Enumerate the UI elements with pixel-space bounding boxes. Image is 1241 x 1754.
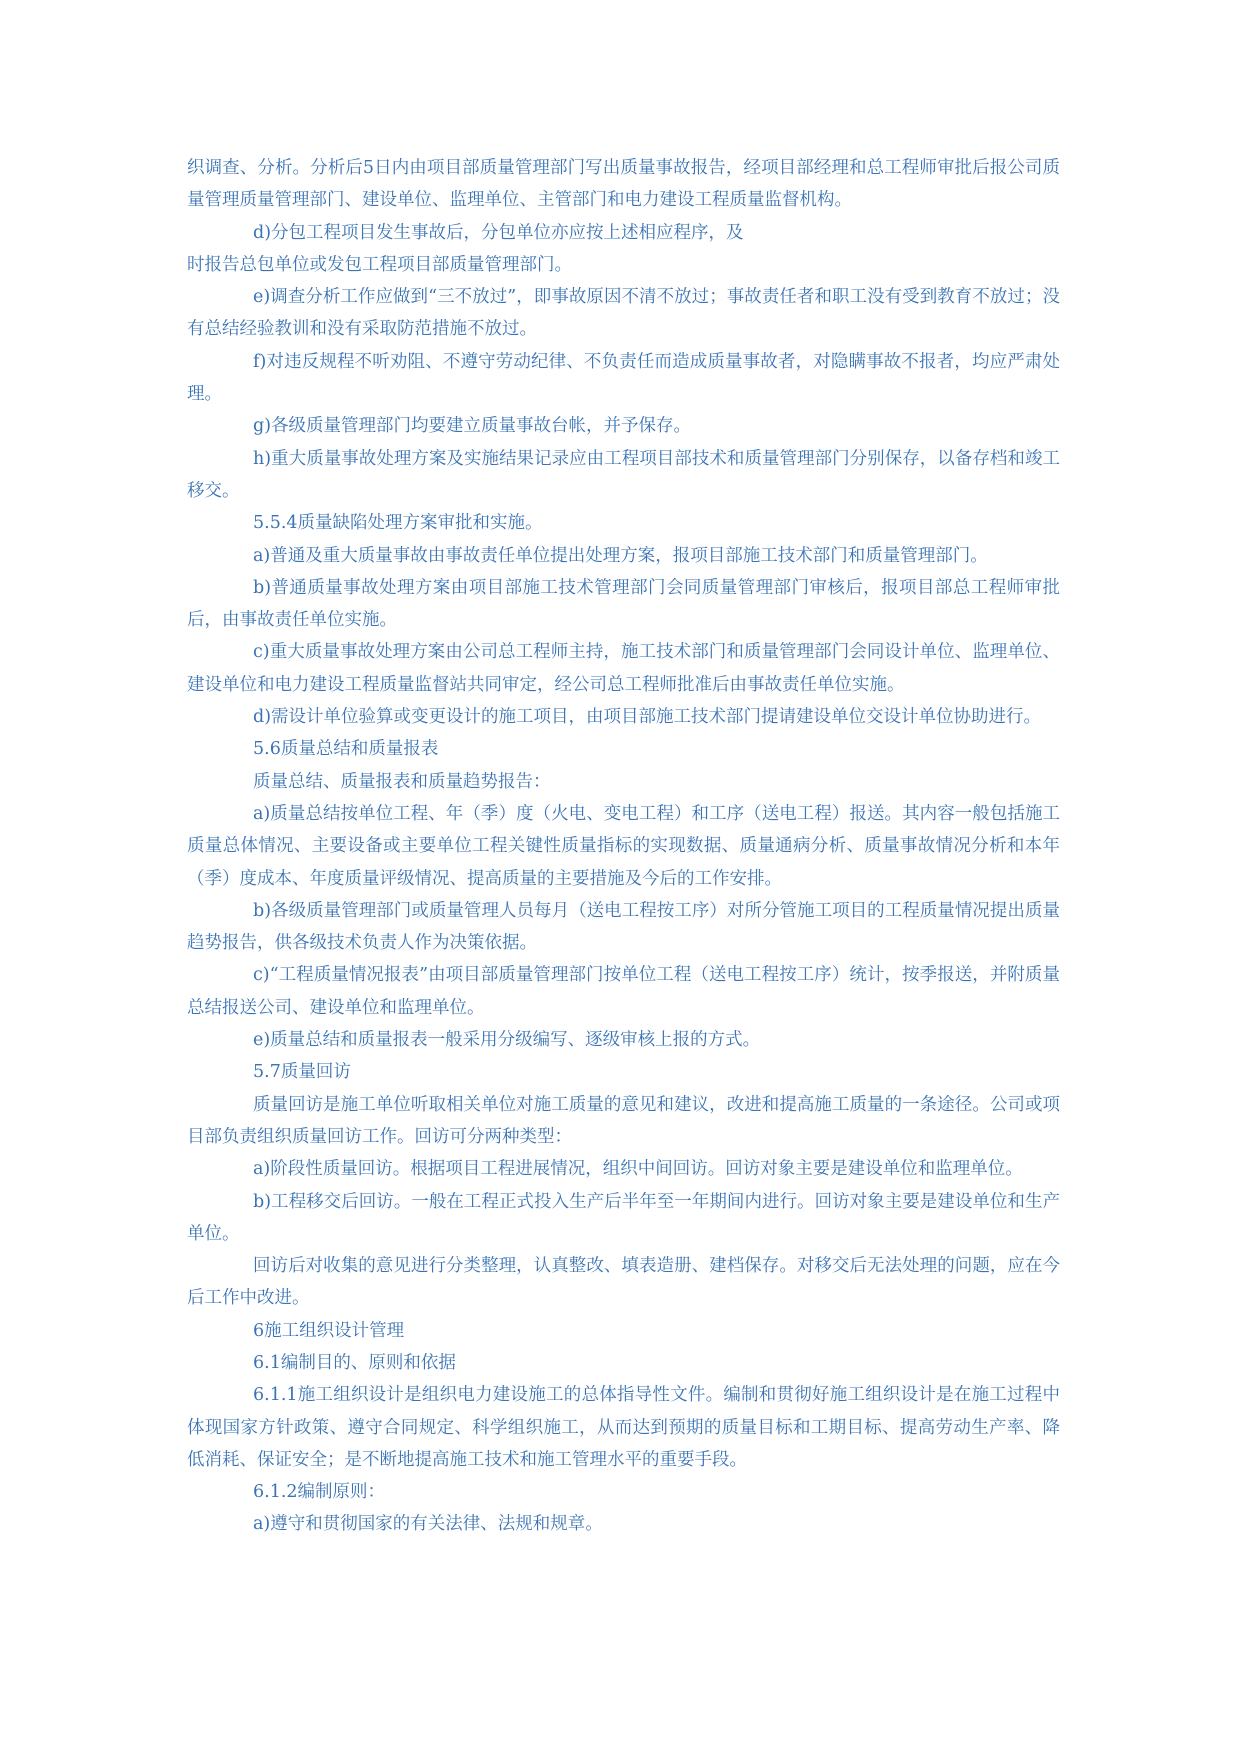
paragraph: d)需设计单位验算或变更设计的施工项目，由项目部施工技术部门提请建设单位交设计单位协助进行。 [253, 707, 1042, 728]
section-heading: 6.1编制目的、原则和依据 [253, 1352, 456, 1373]
paragraph: d)分包工程项目发生事故后，分包单位亦应按上述相应程序，及 [253, 222, 744, 243]
paragraph: 6.1.1施工组织设计是组织电力建设施工的总体指导性文件。编制和贯彻好施工组织设计是在施工过程中体现国家方针政策、遵守合同规定、科学组织施工，从而达到预期的质量目标和工期目标、提高劳动生产率、降低消耗、保证安全；是不断地提高施工技术和施工管理水平的重要手段。 [187, 1385, 1060, 1470]
paragraph: c)“工程质量情况报表”由项目部质量管理部门按单位工程（送电工程按工序）统计，按季报送，并附质量总结报送公司、建设单位和监理单位。 [187, 965, 1060, 1018]
section-heading: 5.5.4质量缺陷处理方案审批和实施。 [253, 513, 543, 534]
paragraph: 质量总结、质量报表和质量趋势报告： [253, 771, 551, 792]
paragraph: 回访后对收集的意见进行分类整理，认真整改、填表造册、建档保存。对移交后无法处理的问题，应在今后工作中改进。 [187, 1256, 1060, 1309]
section-heading: 6.1.2编制原则： [253, 1482, 386, 1503]
paragraph: a)普通及重大质量事故由事故责任单位提出处理方案，报项目部施工技术部门和质量管理部门。 [253, 545, 988, 566]
paragraph: a)质量总结按单位工程、年（季）度（火电、变电工程）和工序（送电工程）报送。其内容一般包括施工质量总体情况、主要设备或主要单位工程关键性质量指标的实现数据、质量通病分析、质量事故情况分析和本年（季）度成本、年度质量评级情况、提高质量的主要措施及今后的工作安排。 [187, 803, 1060, 889]
paragraph: a)遵守和贯彻国家的有关法律、法规和规章。 [253, 1514, 603, 1535]
paragraph: b)普通质量事故处理方案由项目部施工技术管理部门会同质量管理部门审核后，报项目部总工程师审批后，由事故责任单位实施。 [187, 577, 1060, 631]
paragraph: 织调查、分析。分析后5日内由项目部质量管理部门写出质量事故报告，经项目部经理和总工程师审批后报公司质量管理质量管理部门、建设单位、监理单位、主管部门和电力建设工程质量监督机构。 [187, 158, 1060, 211]
paragraph: e)调查分析工作应做到“三不放过”，即事故原因不清不放过；事故责任者和职工没有受到教育不放过；没有总结经验教训和没有采取防范措施不放过。 [187, 287, 1060, 340]
paragraph: b)工程移交后回访。一般在工程正式投入生产后半年至一年期间内进行。回访对象主要是建设单位和生产单位。 [187, 1191, 1060, 1244]
paragraph: 时报告总包单位或发包工程项目部质量管理部门。 [187, 254, 572, 275]
paragraph: h)重大质量事故处理方案及实施结果记录应由工程项目部技术和质量管理部门分别保存，以备存档和竣工移交。 [187, 448, 1060, 501]
paragraph: g)各级质量管理部门均要建立质量事故台帐，并予保存。 [253, 416, 692, 437]
section-heading: 6施工组织设计管理 [253, 1320, 405, 1341]
paragraph: a)阶段性质量回访。根据项目工程进展情况，组织中间回访。回访对象主要是建设单位和监理单位。 [253, 1159, 1023, 1180]
paragraph: 质量回访是施工单位听取相关单位对施工质量的意见和建议，改进和提高施工质量的一条途径。公司或项目部负责组织质量回访工作。回访可分两种类型： [187, 1094, 1060, 1147]
paragraph: c)重大质量事故处理方案由公司总工程师主持，施工技术部门和质量管理部门会同设计单位、监理单位、建设单位和电力建设工程质量监督站共同审定，经公司总工程师批准后由事故责任单位实施。 [187, 642, 1060, 695]
document-body [187, 152, 1060, 1541]
section-heading: 5.6质量总结和质量报表 [253, 739, 439, 760]
paragraph: b)各级质量管理部门或质量管理人员每月（送电工程按工序）对所分管施工项目的工程质量情况提出质量趋势报告，供各级技术负责人作为决策依据。 [187, 900, 1060, 954]
section-heading: 5.7质量回访 [253, 1062, 351, 1083]
paragraph: f)对违反规程不听劝阻、不遵守劳动纪律、不负责任而造成质量事故者，对隐瞒事故不报者，均应严肃处理。 [187, 351, 1060, 405]
paragraph: e)质量总结和质量报表一般采用分级编写、逐级审核上报的方式。 [253, 1030, 761, 1051]
